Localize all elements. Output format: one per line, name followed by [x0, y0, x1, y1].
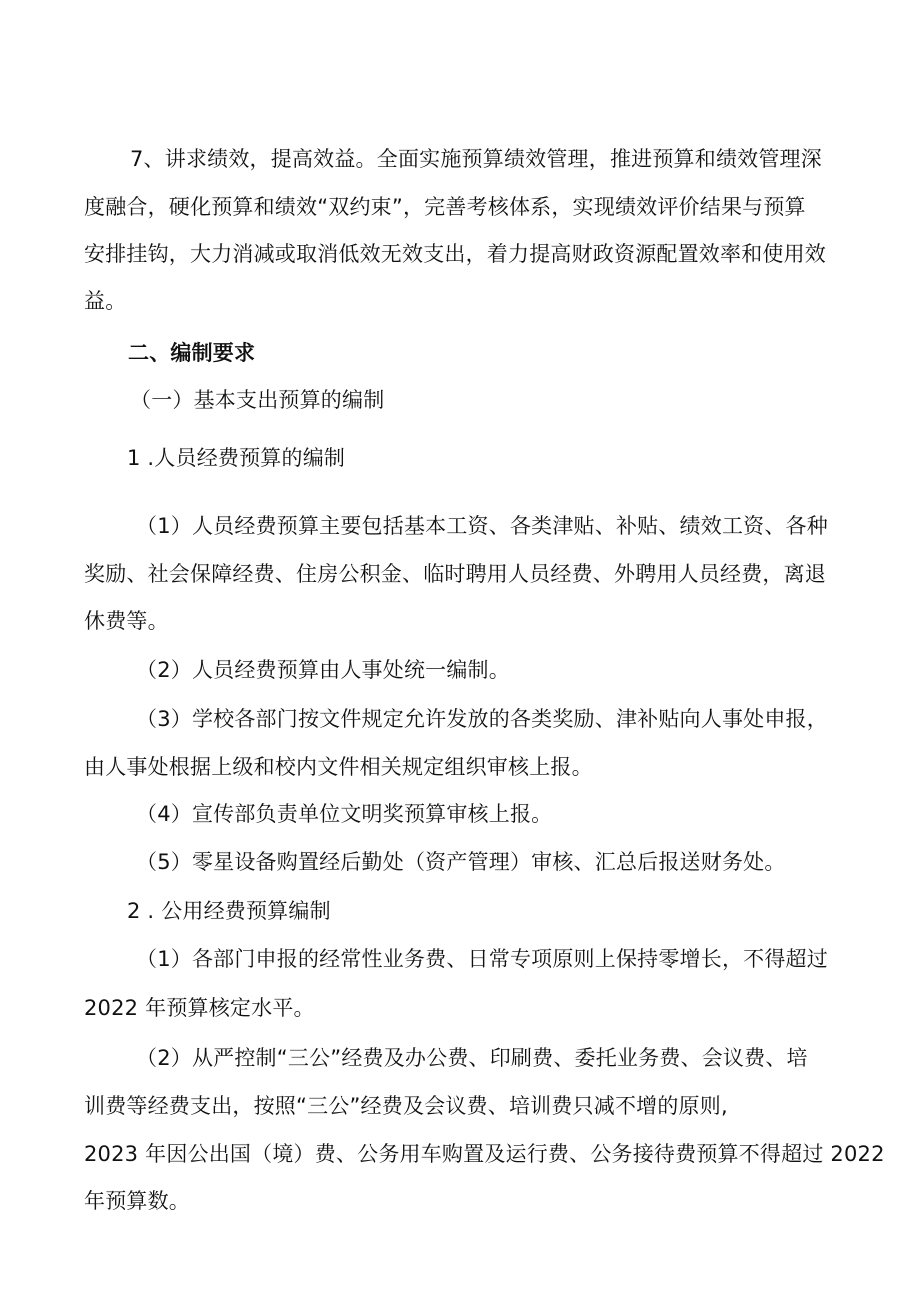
paragraph-7-line-2: 度融合，硬化预算和绩效“双约束”，完善考核体系，实现绩效评价结果与预算: [84, 195, 806, 219]
paragraph-7-line-4: 益。: [84, 289, 127, 313]
item-1-3-line-2: 由人事处根据上级和校内文件相关规定组织审核上报。: [84, 755, 593, 779]
item-1-4: （4）宣传部负责单位文明奖预算审核上报。: [136, 802, 553, 826]
item-1-heading: 1 .人员经费预算的编制: [127, 446, 346, 470]
item-1-1-line-2: 奖励、社会保障经费、住房公积金、临时聘用人员经费、外聘用人员经费，离退: [84, 562, 826, 586]
item-2-2-line-4: 年预算数。: [84, 1189, 190, 1213]
item-1-2: （2）人员经费预算由人事处统一编制。: [136, 658, 510, 682]
paragraph-7-line-3: 安排挂钩，大力消减或取消低效无效支出，着力提高财政资源配置效率和使用效: [84, 242, 826, 266]
paragraph-7-line-1: 7、讲求绩效，提高效益。全面实施预算绩效管理，推进预算和绩效管理深: [130, 147, 822, 171]
item-2-heading: 2 . 公用经费预算编制: [127, 899, 331, 923]
item-1-1-line-1: （1）人员经费预算主要包括基本工资、各类津贴、补贴、绩效工资、各种: [136, 514, 828, 538]
item-2-1-line-1: （1）各部门申报的经常性业务费、日常专项原则上保持零增长，不得超过: [136, 947, 828, 971]
item-1-1-line-3: 休费等。: [84, 609, 169, 633]
item-1-5: （5）零星设备购置经后勤处（资产管理）审核、汇总后报送财务处。: [136, 850, 786, 874]
section-2-heading: 二、编制要求: [128, 341, 256, 365]
item-2-2-line-1: （2）从严控制“三公”经费及办公费、印刷费、委托业务费、会议费、培: [136, 1046, 808, 1070]
item-2-1-line-2: 2022 年预算核定水平。: [84, 996, 315, 1020]
item-2-2-line-2: 训费等经费支出，按照“三公”经费及会议费、培训费只减不增的原则,: [84, 1094, 728, 1118]
item-2-2-line-3: 2023 年因公出国（境）费、公务用车购置及运行费、公务接待费预算不得超过 2022: [84, 1142, 885, 1166]
item-1-3-line-1: （3）学校各部门按文件规定允许发放的各类奖励、津补贴向人事处申报，: [136, 707, 828, 731]
subsection-1-heading: （一）基本支出预算的编制: [130, 388, 385, 412]
